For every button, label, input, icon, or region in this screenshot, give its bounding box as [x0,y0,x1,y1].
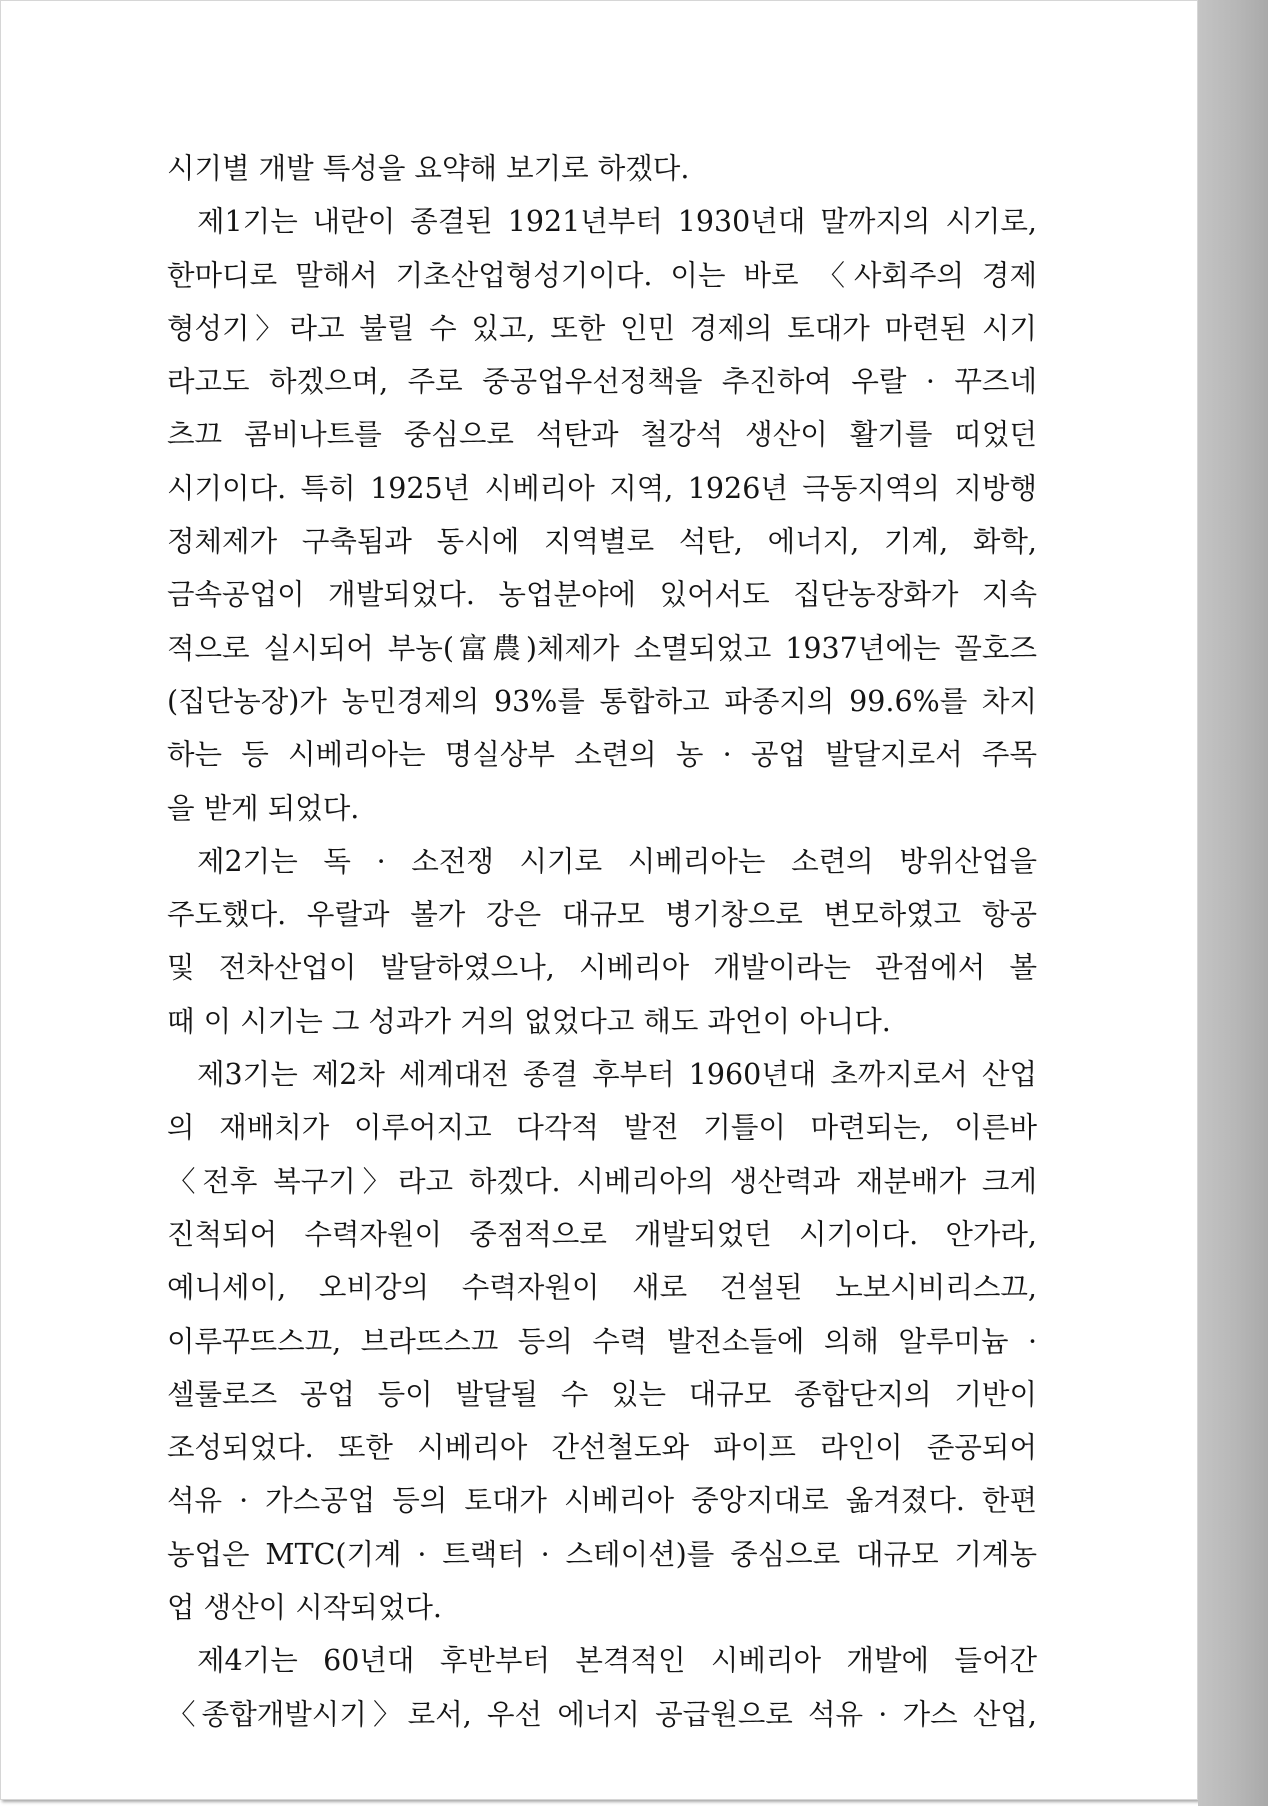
text-line: (집단농장)가 농민경제의 93%를 통합하고 파종지의 99.6%를 차지 [167,684,1037,718]
text-line: 조성되었다. 또한 시베리아 간선철도와 파이프 라인이 준공되어 [167,1431,1037,1465]
text-line: 제3기는 제2차 세계대전 종결 후부터 1960년대 초까지로서 산업 [197,1058,1037,1092]
text-line: 형성기〉라고 불릴 수 있고, 또한 인민 경제의 토대가 마련된 시기 [167,311,1037,345]
text-line: 셀룰로즈 공업 등이 발달될 수 있는 대규모 종합단지의 기반이 [167,1377,1037,1411]
text-line: 금속공업이 개발되었다. 농업분야에 있어서도 집단농장화가 지속 [167,578,1037,612]
text-line: 시기별 개발 특성을 요약해 보기로 하겠다. [167,152,690,185]
text-line: 석유 · 가스공업 등의 토대가 시베리아 중앙지대로 옮겨졌다. 한편 [167,1484,1037,1518]
text-line: 예니세이, 오비강의 수력자원이 새로 건설된 노보시비리스끄, [167,1271,1037,1305]
text-line: 〈종합개발시기〉로서, 우선 에너지 공급원으로 석유 · 가스 산업, [167,1697,1037,1731]
text-line: 정체제가 구축됨과 동시에 지역별로 석탄, 에너지, 기계, 화학, [167,525,1037,559]
text-line: 적으로 실시되어 부농(富農)체제가 소멸되었고 1937년에는 꼴호즈 [167,631,1037,665]
text-line: 라고도 하겠으며, 주로 중공업우선정책을 추진하여 우랄 · 꾸즈네 [167,365,1037,399]
text-line: 제2기는 독 · 소전쟁 시기로 시베리아는 소련의 방위산업을 [197,844,1037,878]
page-body-text [167,142,1037,1741]
text-line: 하는 등 시베리아는 명실상부 소련의 농 · 공업 발달지로서 주목 [167,738,1037,772]
book-page-edge [1198,0,1268,1806]
text-line: 한마디로 말해서 기초산업형성기이다. 이는 바로 〈사회주의 경제 [167,258,1037,292]
text-line: 〈전후 복구기〉라고 하겠다. 시베리아의 생산력과 재분배가 크게 [167,1164,1037,1198]
text-line: 주도했다. 우랄과 볼가 강은 대규모 병기창으로 변모하였고 항공 [167,898,1037,932]
text-line: 츠끄 콤비나트를 중심으로 석탄과 철강석 생산이 활기를 띠었던 [167,418,1037,452]
text-line: 농업은 MTC(기계 · 트랙터 · 스테이션)를 중심으로 대규모 기계농 [167,1537,1037,1571]
text-line: 의 재배치가 이루어지고 다각적 발전 기틀이 마련되는, 이른바 [167,1111,1037,1145]
text-line: 업 생산이 시작되었다. [167,1591,442,1625]
text-line: 제1기는 내란이 종결된 1921년부터 1930년대 말까지의 시기로, [197,205,1037,239]
text-line: 이루꾸뜨스끄, 브라뜨스끄 등의 수력 발전소들에 의해 알루미늄 · [167,1324,1037,1358]
text-line: 제4기는 60년대 후반부터 본격적인 시베리아 개발에 들어간 [197,1644,1037,1678]
text-line: 진척되어 수력자원이 중점적으로 개발되었던 시기이다. 안가라, [167,1217,1037,1251]
text-line: 및 전차산업이 발달하였으나, 시베리아 개발이라는 관점에서 볼 [167,951,1037,985]
text-line: 때 이 시기는 그 성과가 거의 없었다고 해도 과언이 아니다. [167,1004,891,1038]
text-line: 을 받게 되었다. [167,791,360,825]
text-line: 시기이다. 특히 1925년 시베리아 지역, 1926년 극동지역의 지방행 [167,471,1037,505]
